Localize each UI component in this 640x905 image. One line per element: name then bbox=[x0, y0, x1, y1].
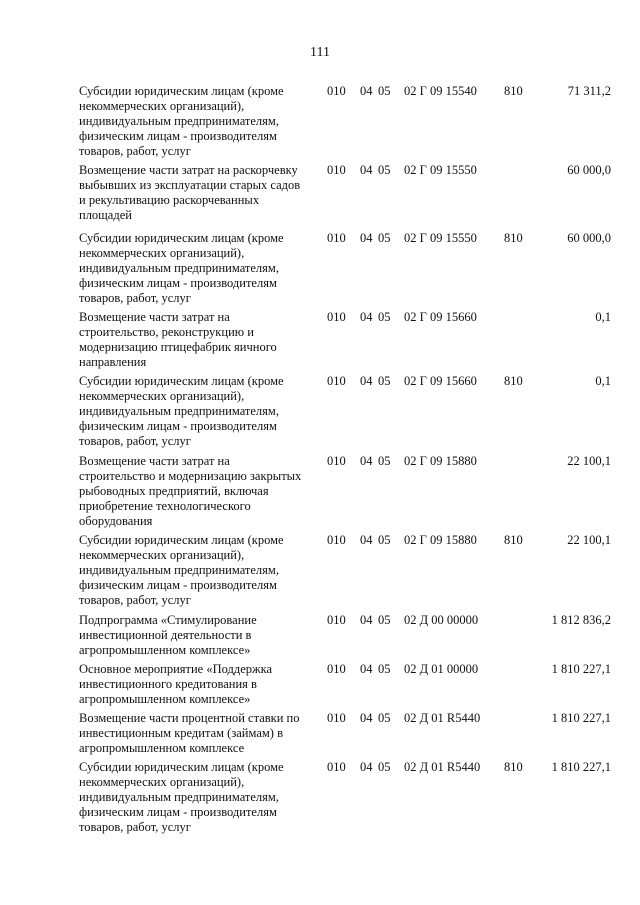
target-article-code: 02 Г 09 15550 bbox=[404, 163, 477, 177]
section-code: 04 bbox=[360, 662, 373, 676]
amount-value: 60 000,0 bbox=[567, 231, 611, 245]
description-line: товаров, работ, услуг bbox=[79, 593, 191, 607]
ministry-code: 010 bbox=[327, 374, 346, 388]
description-line: приобретение технологического bbox=[79, 499, 251, 513]
description-line: товаров, работ, услуг bbox=[79, 820, 191, 834]
table-row bbox=[79, 231, 611, 306]
description-line: строительство и модернизацию закрытых bbox=[79, 469, 302, 483]
description-line: Основное мероприятие «Поддержка bbox=[79, 662, 273, 676]
target-article-code: 02 Г 09 15880 bbox=[404, 533, 477, 547]
description-line: индивидуальным предпринимателям, bbox=[79, 563, 279, 577]
amount-value: 1 810 227,1 bbox=[551, 711, 611, 725]
section-code: 04 bbox=[360, 760, 373, 774]
row-description bbox=[79, 711, 325, 756]
subsection-code: 05 bbox=[378, 374, 391, 388]
description-line: строительство, реконструкцию и bbox=[79, 325, 254, 339]
description-line: инвестиционной деятельности в bbox=[79, 628, 252, 642]
description-line: некоммерческих организаций), bbox=[79, 775, 245, 789]
description-line: агропромышленном комплексе» bbox=[79, 643, 251, 657]
subsection-code: 05 bbox=[378, 533, 391, 547]
section-code: 04 bbox=[360, 374, 373, 388]
amount-value: 0,1 bbox=[595, 310, 611, 324]
table-row bbox=[79, 454, 611, 529]
description-line: Подпрограмма «Стимулирование bbox=[79, 613, 257, 627]
section-code: 04 bbox=[360, 454, 373, 468]
section-code: 04 bbox=[360, 533, 373, 547]
section-code: 04 bbox=[360, 84, 373, 98]
row-description bbox=[79, 533, 325, 608]
table-row bbox=[79, 613, 611, 658]
budget-table bbox=[79, 84, 611, 835]
description-line: Возмещение части затрат на bbox=[79, 454, 230, 468]
table-row bbox=[79, 163, 611, 223]
target-article-code: 02 Г 09 15660 bbox=[404, 374, 477, 388]
ministry-code: 010 bbox=[327, 310, 346, 324]
ministry-code: 010 bbox=[327, 84, 346, 98]
description-line: инвестиционного кредитования в bbox=[79, 677, 257, 691]
description-line: индивидуальным предпринимателям, bbox=[79, 261, 279, 275]
description-line: физическим лицам - производителям bbox=[79, 578, 277, 592]
ministry-code: 010 bbox=[327, 454, 346, 468]
subsection-code: 05 bbox=[378, 84, 391, 98]
subsection-code: 05 bbox=[378, 613, 391, 627]
description-line: выбывших из эксплуатации старых садов bbox=[79, 178, 301, 192]
ministry-code: 010 bbox=[327, 533, 346, 547]
expense-type-code: 810 bbox=[504, 374, 523, 388]
description-line: индивидуальным предпринимателям, bbox=[79, 790, 279, 804]
subsection-code: 05 bbox=[378, 231, 391, 245]
description-line: товаров, работ, услуг bbox=[79, 291, 191, 305]
description-line: физическим лицам - производителям bbox=[79, 276, 277, 290]
row-description bbox=[79, 310, 325, 370]
amount-value: 1 810 227,1 bbox=[551, 662, 611, 676]
amount-value: 22 100,1 bbox=[567, 533, 611, 547]
expense-type-code: 810 bbox=[504, 231, 523, 245]
row-description bbox=[79, 84, 325, 159]
description-line: Субсидии юридическим лицам (кроме bbox=[79, 231, 284, 245]
row-description bbox=[79, 163, 325, 223]
description-line: индивидуальным предпринимателям, bbox=[79, 114, 279, 128]
subsection-code: 05 bbox=[378, 662, 391, 676]
section-code: 04 bbox=[360, 310, 373, 324]
description-line: физическим лицам - производителям bbox=[79, 129, 277, 143]
table-row bbox=[79, 374, 611, 449]
description-line: Возмещение части затрат на раскорчевку bbox=[79, 163, 298, 177]
description-line: Возмещение части затрат на bbox=[79, 310, 230, 324]
table-row bbox=[79, 84, 611, 159]
description-line: площадей bbox=[79, 208, 132, 222]
ministry-code: 010 bbox=[327, 760, 346, 774]
subsection-code: 05 bbox=[378, 163, 391, 177]
table-row bbox=[79, 310, 611, 370]
subsection-code: 05 bbox=[378, 760, 391, 774]
description-line: агропромышленном комплексе» bbox=[79, 692, 251, 706]
amount-value: 1 812 836,2 bbox=[551, 613, 611, 627]
ministry-code: 010 bbox=[327, 711, 346, 725]
amount-value: 22 100,1 bbox=[567, 454, 611, 468]
table-row bbox=[79, 760, 611, 835]
table-row bbox=[79, 533, 611, 608]
description-line: Возмещение части процентной ставки по bbox=[79, 711, 300, 725]
row-description bbox=[79, 662, 325, 707]
amount-value: 1 810 227,1 bbox=[551, 760, 611, 774]
target-article-code: 02 Д 01 R5440 bbox=[404, 760, 481, 774]
expense-type-code: 810 bbox=[504, 84, 523, 98]
target-article-code: 02 Д 01 00000 bbox=[404, 662, 479, 676]
description-line: Субсидии юридическим лицам (кроме bbox=[79, 374, 284, 388]
amount-value: 71 311,2 bbox=[567, 84, 611, 98]
row-description bbox=[79, 374, 325, 449]
ministry-code: 010 bbox=[327, 163, 346, 177]
amount-value: 0,1 bbox=[595, 374, 611, 388]
description-line: направления bbox=[79, 355, 147, 369]
target-article-code: 02 Д 00 00000 bbox=[404, 613, 479, 627]
target-article-code: 02 Д 01 R5440 bbox=[404, 711, 481, 725]
description-line: товаров, работ, услуг bbox=[79, 434, 191, 448]
target-article-code: 02 Г 09 15660 bbox=[404, 310, 477, 324]
description-line: оборудования bbox=[79, 514, 153, 528]
description-line: некоммерческих организаций), bbox=[79, 246, 245, 260]
description-line: модернизацию птицефабрик яичного bbox=[79, 340, 277, 354]
description-line: физическим лицам - производителям bbox=[79, 805, 277, 819]
page-number: 111 bbox=[310, 45, 330, 60]
description-line: агропромышленном комплексе bbox=[79, 741, 245, 755]
description-line: физическим лицам - производителям bbox=[79, 419, 277, 433]
description-line: Субсидии юридическим лицам (кроме bbox=[79, 84, 284, 98]
expense-type-code: 810 bbox=[504, 760, 523, 774]
expense-type-code: 810 bbox=[504, 533, 523, 547]
description-line: некоммерческих организаций), bbox=[79, 548, 245, 562]
subsection-code: 05 bbox=[378, 454, 391, 468]
description-line: и рекультивацию раскорчеванных bbox=[79, 193, 260, 207]
description-line: инвестиционным кредитам (займам) в bbox=[79, 726, 283, 740]
description-line: товаров, работ, услуг bbox=[79, 144, 191, 158]
description-line: рыбоводных предприятий, включая bbox=[79, 484, 269, 498]
section-code: 04 bbox=[360, 613, 373, 627]
section-code: 04 bbox=[360, 711, 373, 725]
description-line: некоммерческих организаций), bbox=[79, 389, 245, 403]
ministry-code: 010 bbox=[327, 231, 346, 245]
description-line: Субсидии юридическим лицам (кроме bbox=[79, 760, 284, 774]
ministry-code: 010 bbox=[327, 662, 346, 676]
ministry-code: 010 bbox=[327, 613, 346, 627]
description-line: Субсидии юридическим лицам (кроме bbox=[79, 533, 284, 547]
target-article-code: 02 Г 09 15550 bbox=[404, 231, 477, 245]
row-description bbox=[79, 613, 325, 658]
target-article-code: 02 Г 09 15880 bbox=[404, 454, 477, 468]
subsection-code: 05 bbox=[378, 711, 391, 725]
target-article-code: 02 Г 09 15540 bbox=[404, 84, 477, 98]
table-row bbox=[79, 711, 611, 756]
row-description bbox=[79, 760, 325, 835]
table-row bbox=[79, 662, 611, 707]
subsection-code: 05 bbox=[378, 310, 391, 324]
description-line: индивидуальным предпринимателям, bbox=[79, 404, 279, 418]
row-description bbox=[79, 231, 325, 306]
description-line: некоммерческих организаций), bbox=[79, 99, 245, 113]
section-code: 04 bbox=[360, 231, 373, 245]
section-code: 04 bbox=[360, 163, 373, 177]
amount-value: 60 000,0 bbox=[567, 163, 611, 177]
row-description bbox=[79, 454, 325, 529]
